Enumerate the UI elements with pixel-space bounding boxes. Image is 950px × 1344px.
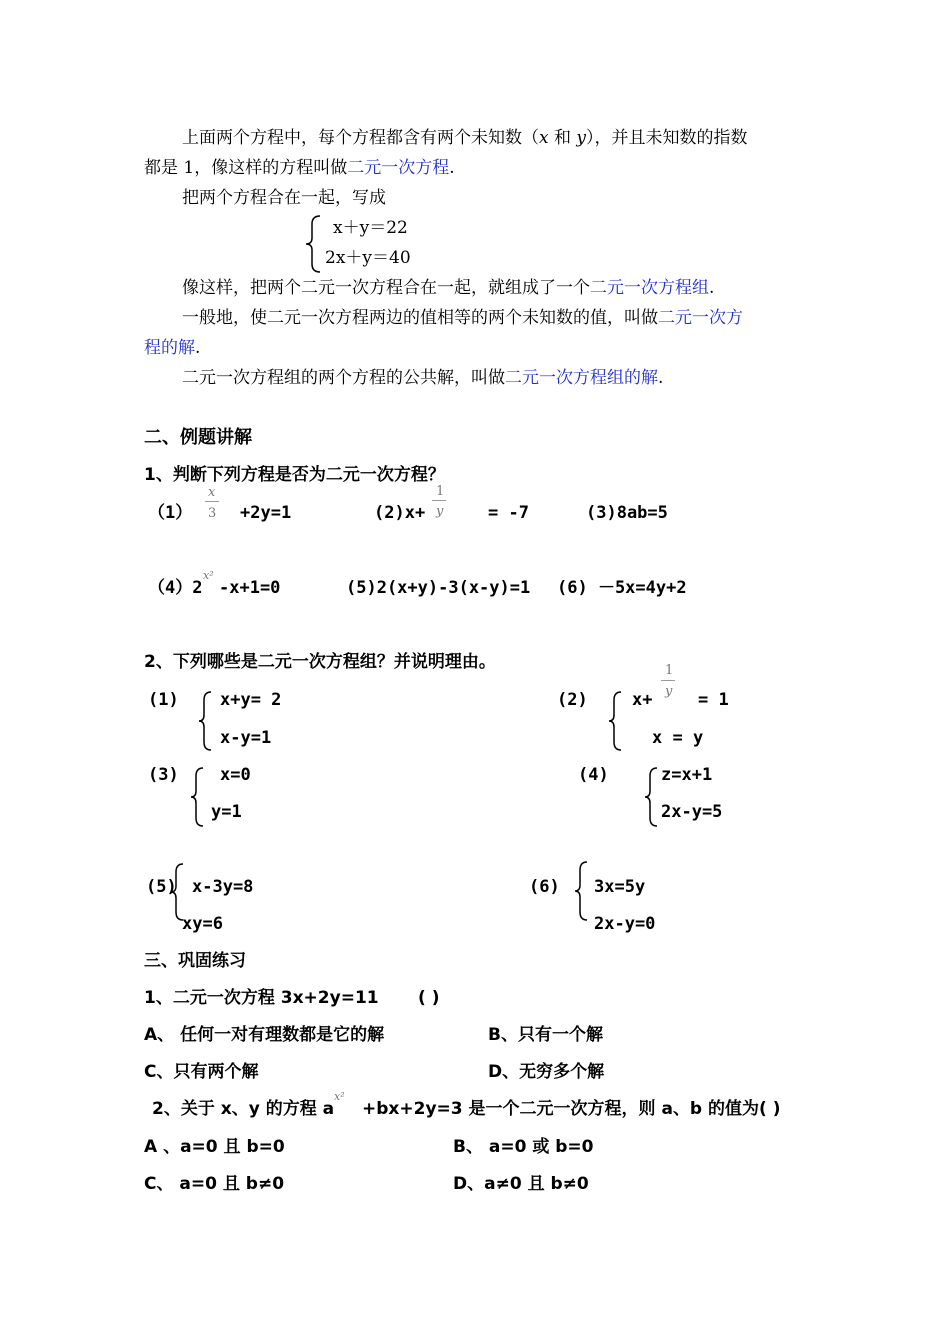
intro-line-7 [182,368,663,388]
brace-icon [572,860,590,922]
system-5-eq-2: xy=6 [182,914,223,934]
brace-icon [642,766,660,828]
question-2-2-title: 2、下列哪些是二元一次方程组？并说明理由。 [144,652,496,672]
fraction-denominator: 3 [208,506,217,521]
system-1-eq-2: x-y=1 [220,728,272,748]
option-b: B、 a=0 或 b=0 [453,1137,594,1157]
system-6-eq-2: 2x-y=0 [594,914,656,934]
system-3-eq-1: x=0 [220,765,251,785]
term-equation-solution: 二元一次方 [658,308,743,328]
item-3: (3)8ab=5 [586,503,668,523]
system-3-eq-2: y=1 [211,802,242,822]
item-6: (6) －5x=4y+2 [557,578,687,598]
brace-icon [606,690,624,752]
system-5-label: (5) [146,877,177,897]
option-b: B、只有一个解 [488,1025,603,1045]
practice-2-stem-end: +bx+2y=3 是一个二元一次方程，则 a、b 的值为( ) [362,1099,781,1119]
intro-line-2 [144,158,455,178]
system-equation-2: 2x＋y＝40 [325,248,411,268]
term-system-solution: 二元一次方程组的解 [505,368,658,388]
brace-icon [168,862,186,922]
option-d: D、无穷多个解 [488,1062,605,1082]
var-x: x [539,128,549,148]
intro-text: 都是 1，像这样的方程叫做 [144,158,348,178]
item-4-rest: -x+1=0 [219,578,281,598]
intro-line-1 [182,128,748,148]
system-4-eq-2: 2x-y=5 [661,802,723,822]
exponent: x² [203,569,214,582]
system-3-label: (3) [148,765,179,785]
item-1-label: （1） [148,503,193,523]
fraction-denominator: y [436,504,444,519]
option-c: C、只有两个解 [144,1062,259,1082]
item-2-rest: = -7 [488,503,529,523]
fraction-numerator: x [208,485,216,500]
system-6-label: (6) [529,877,560,897]
intro-text: . [449,158,455,178]
answer-blank: ( ) [418,988,440,1008]
system-1-eq-1: x+y= 2 [220,690,282,710]
intro-text: 一般地，使二元一次方程两边的值相等的两个未知数的值，叫做 [182,308,658,328]
fraction-denominator: y [665,684,673,699]
exponent: x² [334,1090,345,1103]
fraction-bar [661,680,675,681]
intro-text: 和 [548,128,577,148]
system-4-label: (4) [578,765,609,785]
intro-text: 二元一次方程组的两个方程的公共解，叫做 [182,368,505,388]
system-2-label: (2) [557,690,588,710]
system-5-eq-1: x-3y=8 [192,877,254,897]
term-linear-system: 二元一次方程组 [590,278,709,298]
intro-text: . [658,368,664,388]
item-2-label: (2)x+ [374,503,426,523]
intro-text: ），并且未知数的指数 [586,128,748,148]
system-equation-1: x＋y＝22 [333,218,408,238]
intro-line-3: 把两个方程合在一起，写成 [182,188,386,208]
system-1-label: (1) [148,690,179,710]
intro-line-4 [182,278,714,298]
item-1-rest: +2y=1 [240,503,292,523]
intro-text: . [709,278,715,298]
fraction-numerator: 1 [665,663,674,678]
option-d: D、a≠0 且 b≠0 [453,1174,589,1194]
system-2-eq-1-pre: x+ [632,690,653,710]
var-y: y [576,128,587,148]
section-2-title: 二、例题讲解 [144,427,252,448]
option-a: A 、a=0 且 b=0 [144,1137,285,1157]
intro-text: 上面两个方程中，每个方程都含有两个未知数（ [182,128,539,148]
term-equation-solution-cont: 程的解 [144,338,195,358]
option-c: C、 a=0 且 b≠0 [144,1174,285,1194]
option-a: A、 任何一对有理数都是它的解 [144,1025,385,1045]
item-4-label: （4）2 [148,578,203,598]
practice-2-stem-start: 2、关于 x、y 的方程 a [152,1099,335,1119]
intro-line-6 [144,338,200,358]
section-3-title: 三、巩固练习 [144,951,246,971]
fraction-bar [205,501,219,502]
term-linear-equation: 二元一次方程 [347,158,450,178]
brace-icon [302,214,324,274]
brace-icon [188,766,206,828]
intro-line-5 [182,308,743,328]
practice-1-stem: 1、二元一次方程 3x+2y=11 [144,988,379,1008]
system-2-eq-1-post: = 1 [698,690,729,710]
question-2-1-title: 1、判断下列方程是否为二元一次方程？ [144,465,445,485]
system-2-eq-2: x = y [652,728,704,748]
intro-text: 像这样，把两个二元一次方程合在一起，就组成了一个 [182,278,590,298]
fraction-bar [432,500,446,501]
system-4-eq-1: z=x+1 [661,765,713,785]
item-5: (5)2(x+y)-3(x-y)=1 [346,578,531,598]
brace-icon [196,690,214,752]
system-6-eq-1: 3x=5y [594,877,646,897]
intro-text: . [195,338,201,358]
fraction-numerator: 1 [436,484,445,499]
